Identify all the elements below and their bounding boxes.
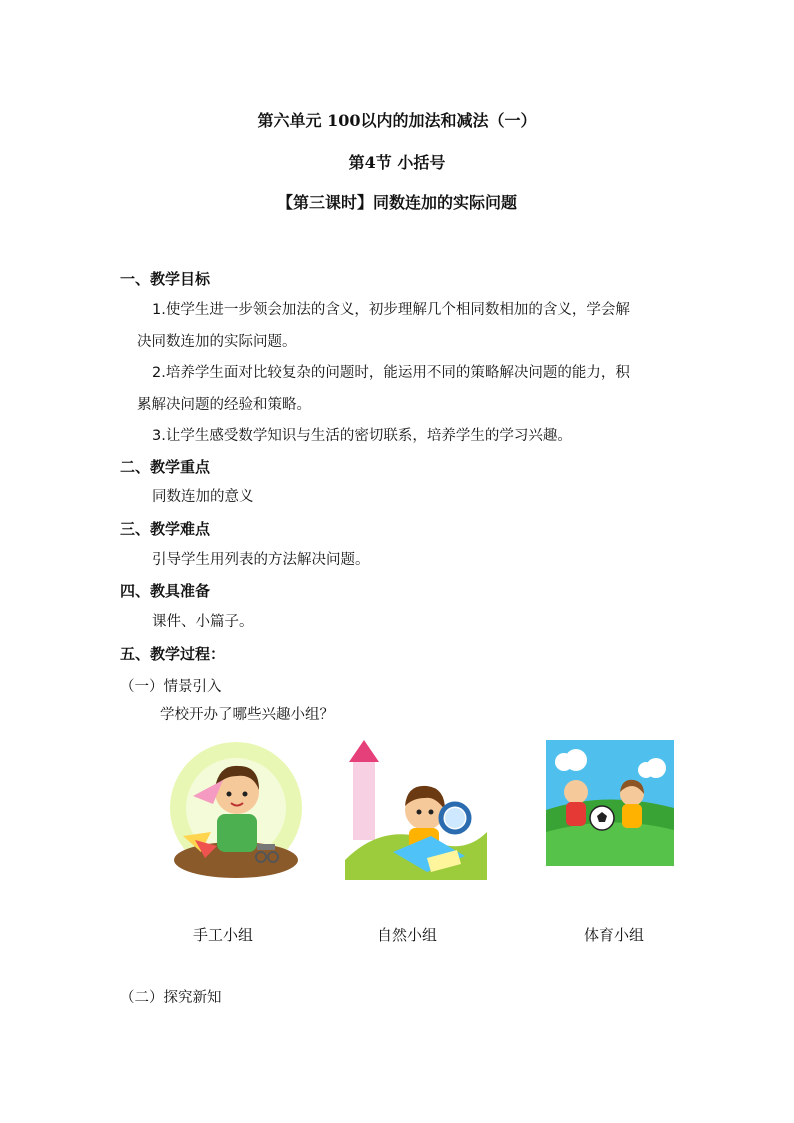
keypoint-heading: 二、教学重点 — [120, 458, 211, 476]
sports-picture — [546, 740, 674, 866]
section-title: 第4节 小括号 — [348, 153, 446, 172]
nature-picture — [345, 740, 487, 880]
process-heading: 五、教学过程： — [120, 645, 226, 663]
lesson-title: 【第三课时】同数连加的实际问题 — [276, 193, 517, 212]
caption-nature: 自然小组 — [377, 926, 438, 944]
goals-heading: 一、教学目标 — [120, 270, 211, 288]
goal-2-line-1: 2.培养学生面对比较复杂的问题时，能运用不同的策略解决问题的能力，积 — [152, 365, 630, 381]
goal-2-line-2: 累解决问题的经验和策略。 — [137, 397, 311, 413]
keypoint-text: 同数连加的意义 — [152, 489, 254, 505]
unit-title: 第六单元 100以内的加法和减法（一） — [257, 111, 537, 130]
goal-3: 3.让学生感受数学知识与生活的密切联系，培养学生的学习兴趣。 — [152, 428, 572, 444]
goal-1-line-2: 决同数连加的实际问题。 — [137, 334, 297, 350]
difficulty-text: 引导学生用列表的方法解决问题。 — [152, 552, 370, 568]
part1-heading: （一）情景引入 — [120, 679, 222, 695]
question-text: 学校开办了哪些兴趣小组？ — [160, 707, 334, 723]
tools-text: 课件、小篇子。 — [152, 614, 254, 630]
difficulty-heading: 三、教学难点 — [120, 520, 211, 538]
caption-handcraft: 手工小组 — [193, 926, 254, 944]
caption-sports: 体育小组 — [584, 926, 645, 944]
goal-1-line-1: 1.使学生进一步领会加法的含义，初步理解几个相同数相加的含义，学会解 — [152, 302, 630, 318]
tools-heading: 四、教具准备 — [120, 582, 211, 600]
part2-heading: （二）探究新知 — [120, 990, 222, 1006]
handcraft-picture — [165, 740, 307, 880]
